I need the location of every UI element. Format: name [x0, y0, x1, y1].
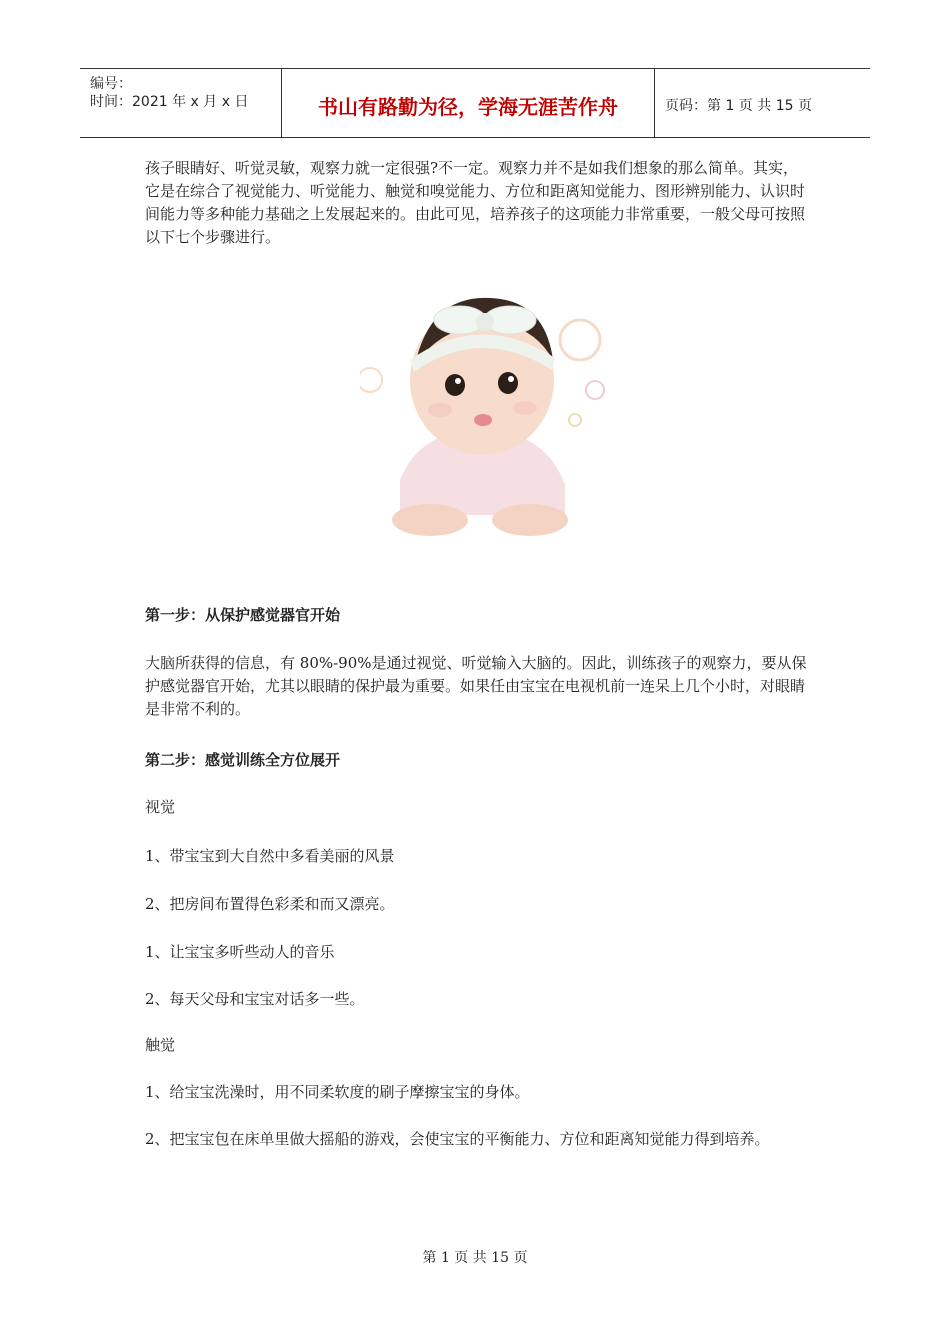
- header-motto-cell: [282, 69, 655, 137]
- list-item: 1、给宝宝洗澡时，用不同柔软度的刷子摩擦宝宝的身体。: [145, 1083, 530, 1101]
- list-item: 1、让宝宝多听些动人的音乐: [145, 943, 335, 961]
- motto: 书山有路勤为径，学海无涯苦作舟: [318, 95, 618, 119]
- header-meta-cell: [80, 69, 282, 137]
- list-item: 1、带宝宝到大自然中多看美丽的风景: [145, 847, 395, 865]
- list-item: 2、每天父母和宝宝对话多一些。: [145, 990, 365, 1008]
- number-label: 编号：: [90, 76, 132, 92]
- baby-photo: [360, 280, 610, 550]
- page-footer: 第 1 页 共 15 页: [422, 1250, 528, 1266]
- step1-heading: 第一步：从保护感觉器官开始: [145, 606, 341, 624]
- document-header: [80, 68, 870, 138]
- list-item: 2、把房间布置得色彩柔和而又漂亮。: [145, 895, 395, 913]
- step2-heading: 第二步：感觉训练全方位展开: [145, 751, 341, 769]
- date-line: 时间：2021 年 x 月 x 日: [90, 94, 249, 110]
- touch-label: 触觉: [145, 1036, 176, 1054]
- step1-paragraph: 大脑所获得的信息，有 80%-90%是通过视觉、听觉输入大脑的。因此，训练孩子的观察力，要从保护感觉器官开始，尤其以眼睛的保护最为重要。如果任由宝宝在电视机前一连呆上几个小时，对眼睛是非常不利的。: [145, 654, 807, 718]
- vision-label: 视觉: [145, 798, 176, 816]
- intro-paragraph: 孩子眼睛好、听觉灵敏，观察力就一定很强?不一定。观察力并不是如我们想象的那么简单。其实，它是在综合了视觉能力、听觉能力、触觉和嗅觉能力、方位和距离知觉能力、图形辨别能力、认识时间能力等多种能力基础之上发展起来的。由此可见，培养孩子的这项能力非常重要，一般父母可按照以下七个步骤进行。: [145, 159, 806, 246]
- page-info: 页码：第 1 页 共 15 页: [665, 98, 812, 114]
- list-item: 2、把宝宝包在床单里做大摇船的游戏，会使宝宝的平衡能力、方位和距离知觉能力得到培养。: [145, 1130, 770, 1148]
- header-page-cell: [655, 69, 870, 137]
